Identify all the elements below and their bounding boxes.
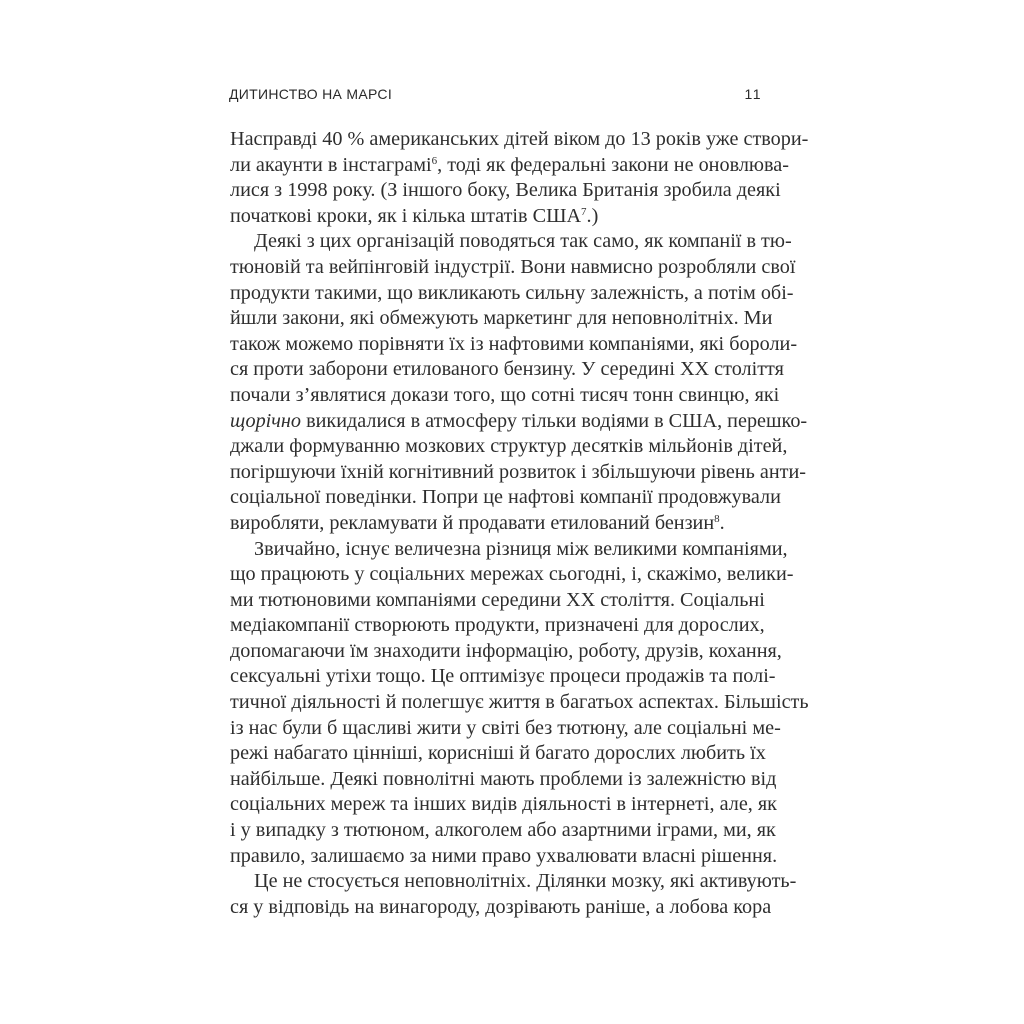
text-line: найбільше. Деякі повнолітні мають проблеми із залежністю від [230, 767, 777, 790]
text-line: продукти такими, що викликають сильну залежність, а потім обі- [230, 281, 794, 304]
footnote-marker: 6 [431, 154, 438, 167]
running-head [229, 86, 762, 104]
text-line: ся проти заборони етилованого бензину. У середині XX століття [230, 358, 784, 381]
text-line: із нас були б щасливі жити у світі без тютюну, але соціальні ме- [230, 716, 781, 739]
text-line: щорічно викидалися в атмосферу тільки водіями в США, перешко- [230, 409, 808, 432]
running-head-title: ДИТИНСТВО НА МАРСІ [229, 86, 393, 102]
footnote-marker: 7 [581, 205, 587, 218]
text-line: Деякі з цих організацій поводяться так само, як компанії в тю- [254, 230, 792, 253]
body-text [230, 127, 809, 920]
text-line: Насправді 40 % американських дітей віком до 13 років уже створи- [230, 128, 809, 150]
text-line: правило, залишаємо за ними право ухвалювати власні рішення. [230, 844, 778, 867]
page-number: 11 [744, 86, 762, 102]
text-line: ми тютюновими компаніями середини XX століття. Соціальні [230, 588, 765, 611]
text-line: допомагаючи їм знаходити інформацію, роботу, друзів, кохання, [230, 639, 782, 662]
text-line: ся у відповідь на винагороду, дозрівають раніше, а лобова кора [230, 895, 772, 918]
text-line: йшли закони, які обмежують маркетинг для неповнолітніх. Ми [230, 307, 773, 330]
text-line: Звичайно, існує величезна різниця між великими компаніями, [254, 537, 788, 560]
text-line: також можемо порівняти їх із нафтовими компаніями, які бороли- [230, 332, 798, 355]
text-line: початкові кроки, як і кілька штатів США$^7$.) [230, 204, 599, 227]
text-line: соціальної поведінки. Попри це нафтові компанії продовжували [230, 486, 781, 509]
text-line: тюновій та вейпінговій індустрії. Вони навмисно розробляли свої [230, 255, 796, 278]
text-line: лися з 1998 року. (З іншого боку, Велика Британія зробила деякі [230, 179, 781, 202]
paragraph [230, 127, 809, 229]
text-line: сексуальні утіхи тощо. Це оптимізує процеси продажів та полі- [230, 665, 776, 688]
text-line: що працюють у соціальних мережах сьогодні, і, скажімо, велики- [230, 563, 794, 586]
paragraph [230, 537, 809, 870]
text-line: тичної діяльності й полегшує життя в багатьох аспектах. Більшість [230, 691, 809, 714]
text-line: виробляти, рекламувати й продавати етилований бензин$^8$. [230, 511, 725, 534]
text-line: режі набагато цінніші, корисніші й багато дорослих любить їх [230, 742, 766, 765]
text-line: соціальних мереж та інших видів діяльності в інтернеті, але, як [230, 793, 777, 816]
text-line: Це не стосується неповнолітніх. Ділянки мозку, які активують- [254, 870, 797, 893]
text-line: медіакомпанії створюють продукти, призначені для дорослих, [230, 614, 765, 637]
emphasis: щорічно [230, 409, 302, 432]
book-page [229, 0, 809, 1024]
text-line: погіршуючи їхній когнітивний розвиток і збільшуючи рівень анти- [230, 460, 806, 483]
paragraph [230, 869, 797, 920]
text-line: джали формуванню мозкових структур десятків мільйонів дітей, [230, 435, 788, 458]
text-line: ли акаунти в інстаграмі$^6$, тоді як федеральні закони не оновлюва- [230, 153, 789, 176]
text-line: почали з’являтися докази того, що сотні тисяч тонн свинцю, які [230, 383, 780, 406]
paragraph [230, 229, 808, 536]
footnote-marker: 8 [714, 512, 720, 525]
text-line: і у випадку з тютюном, алкоголем або азартними іграми, ми, як [230, 819, 776, 842]
